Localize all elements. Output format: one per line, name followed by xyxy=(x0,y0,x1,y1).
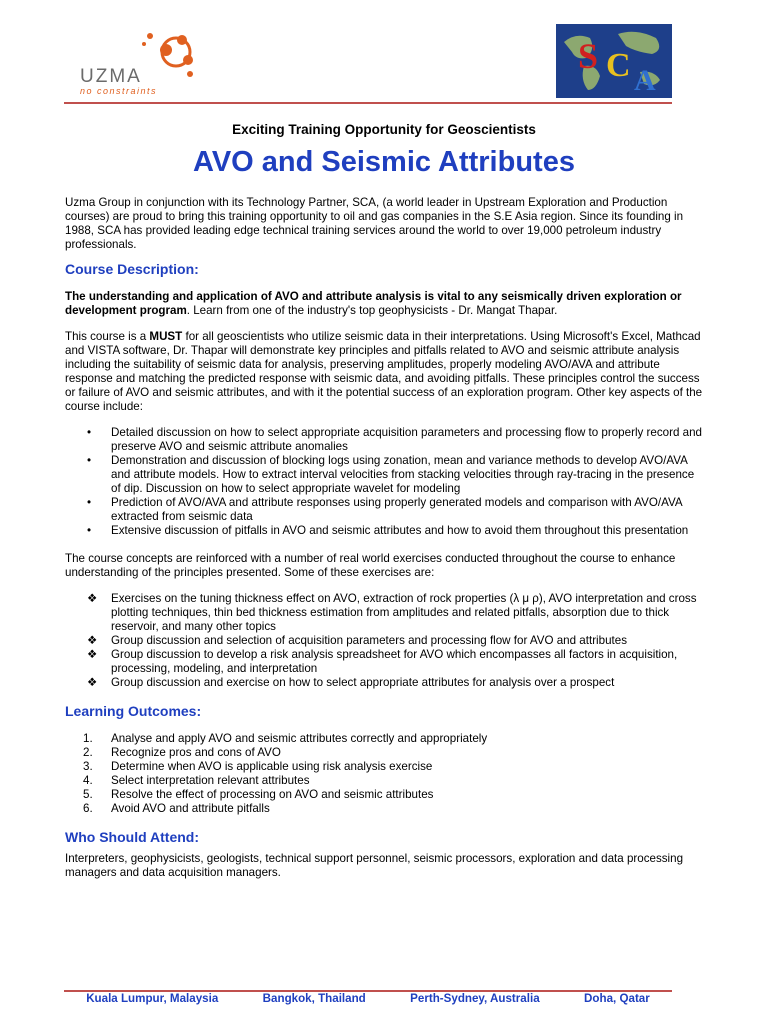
intro-paragraph: Uzma Group in conjunction with its Technology Partner, SCA, (a world leader in Upstream Exploration and Production courses) are proud to bring this training opportunity to oil and gas companies in the S.E Asia region. Since its founding in 1988, SCA has provided leading edge technical training services around the world to over 19,000 petroleum industry professionals. xyxy=(65,196,684,251)
footer-location: Kuala Lumpur, Malaysia xyxy=(86,992,219,1005)
diamond-bullet-icon: ❖ xyxy=(87,592,98,605)
list-item: • Prediction of AVO/AVA and attribute responses using properly generated models and comparison with AVO/AVA extracted from seismic data xyxy=(87,496,682,523)
uzma-logo-tagline: no constraints xyxy=(80,86,158,96)
bullet-icon: • xyxy=(87,454,92,467)
footer-locations xyxy=(64,992,672,1005)
list-item: • Detailed discussion on how to select appropriate acquisition parameters and processing flow to properly record and preserve AVO and seismic attribute anomalies xyxy=(87,426,702,453)
course-description-paragraph-2: This course is a MUST for all geoscientists who utilize seismic data in their interpretations. Using Microsoft's Excel, Mathcad and VISTA software, Dr. Thapar will demonstrate key principles and pitfalls related to AVO and seismic attribute analysis including the suitability of seismic data for analysis, preserving amplitudes, properly modeling AVO/AVA and attribute response and matching the predicted response with seismic data, and avoiding pitfalls. These principles control the success or failure of AVO and seismic attributes, and with it the potential success of an exploration program. Other key aspects of the course include: xyxy=(65,330,703,413)
list-item: 2. Recognize pros and cons of AVO xyxy=(83,746,281,759)
uzma-molecule-icon xyxy=(142,33,193,77)
item-number: 1. xyxy=(83,732,93,745)
item-number: 5. xyxy=(83,788,93,801)
list-item: 6. Avoid AVO and attribute pitfalls xyxy=(83,802,270,815)
item-number: 2. xyxy=(83,746,93,759)
learning-outcomes-list xyxy=(65,732,705,816)
diamond-bullet-icon: ❖ xyxy=(87,648,98,661)
exercises-intro-paragraph: The course concepts are reinforced with a number of real world exercises conducted throughout the course to enhance understanding of the principles presented. Some of these exercises are: xyxy=(65,552,676,579)
sca-logo-letter-c: C xyxy=(606,47,631,84)
exercises-list xyxy=(65,592,705,690)
kicker-heading: Exciting Training Opportunity for Geoscientists xyxy=(232,122,536,137)
page-title: AVO and Seismic Attributes xyxy=(193,146,575,178)
list-item: 3. Determine when AVO is applicable using risk analysis exercise xyxy=(83,760,433,773)
must-emphasis: MUST xyxy=(149,330,183,343)
list-item: ❖ Group discussion and exercise on how to select appropriate attributes for analysis over a prospect xyxy=(87,676,615,689)
course-description-paragraph-1: The understanding and application of AVO and attribute analysis is vital to any seismically driven exploration or development program. Learn from one of the industry's top geophysicists - Dr. Mangat Thapar. xyxy=(65,290,682,317)
sca-logo xyxy=(556,24,672,98)
header-divider xyxy=(64,102,672,104)
bullet-icon: • xyxy=(87,524,92,537)
uzma-logo xyxy=(78,30,208,100)
key-aspects-list xyxy=(65,426,705,538)
list-item: ❖ Group discussion to develop a risk analysis spreadsheet for AVO which encompasses all factors in acquisition, processing, modeling, and interpretation xyxy=(87,648,678,675)
emphasis-text: The understanding and application of AVO and attribute analysis is vital to any seismically driven exploration or development program xyxy=(65,290,682,317)
list-item: • Extensive discussion of pitfalls in AVO and seismic attributes and how to avoid them throughout this presentation xyxy=(87,524,689,537)
list-item: 4. Select interpretation relevant attributes xyxy=(83,774,310,787)
footer-location: Perth-Sydney, Australia xyxy=(410,992,540,1005)
list-item: 5. Resolve the effect of processing on AVO and seismic attributes xyxy=(83,788,434,801)
bullet-icon: • xyxy=(87,496,92,509)
footer-location: Doha, Qatar xyxy=(584,992,650,1005)
footer-location: Bangkok, Thailand xyxy=(262,992,366,1005)
list-item: ❖ Group discussion and selection of acquisition parameters and processing flow for AVO and attributes xyxy=(87,634,627,647)
sca-logo-letter-s: S xyxy=(578,36,599,76)
list-item: 1. Analyse and apply AVO and seismic attributes correctly and appropriately xyxy=(83,732,488,745)
who-should-attend-paragraph: Interpreters, geophysicists, geologists, technical support personnel, seismic processors, exploration and data processing managers and data acquisition managers. xyxy=(65,852,684,879)
course-description-heading: Course Description: xyxy=(65,261,199,277)
who-should-attend-heading: Who Should Attend: xyxy=(65,829,199,845)
uzma-logo-name: UZMA xyxy=(80,66,142,87)
learning-outcomes-heading: Learning Outcomes: xyxy=(65,703,202,719)
main-content xyxy=(65,196,705,880)
diamond-bullet-icon: ❖ xyxy=(87,676,98,689)
item-number: 6. xyxy=(83,802,93,815)
item-number: 3. xyxy=(83,760,93,773)
list-item: • Demonstration and discussion of blocking logs using zonation, mean and variance methods to develop AVO/AVA and attribute models. How to extract interval velocities from stacking velocities through ray-tracing in the presence of dip. Discussion on how to select appropriate wavelet for modeling xyxy=(87,454,695,495)
bullet-icon: • xyxy=(87,426,92,439)
item-number: 4. xyxy=(83,774,93,787)
sca-logo-letter-a: A xyxy=(634,64,656,97)
list-item: ❖ Exercises on the tuning thickness effect on AVO, extraction of rock properties (λ μ ρ), AVO interpretation and cross plotting techniques, thin bed thickness estimation from amplitudes and related pitfalls, absorption due to thick reservoir, and many other topics xyxy=(87,592,697,633)
diamond-bullet-icon: ❖ xyxy=(87,634,98,647)
